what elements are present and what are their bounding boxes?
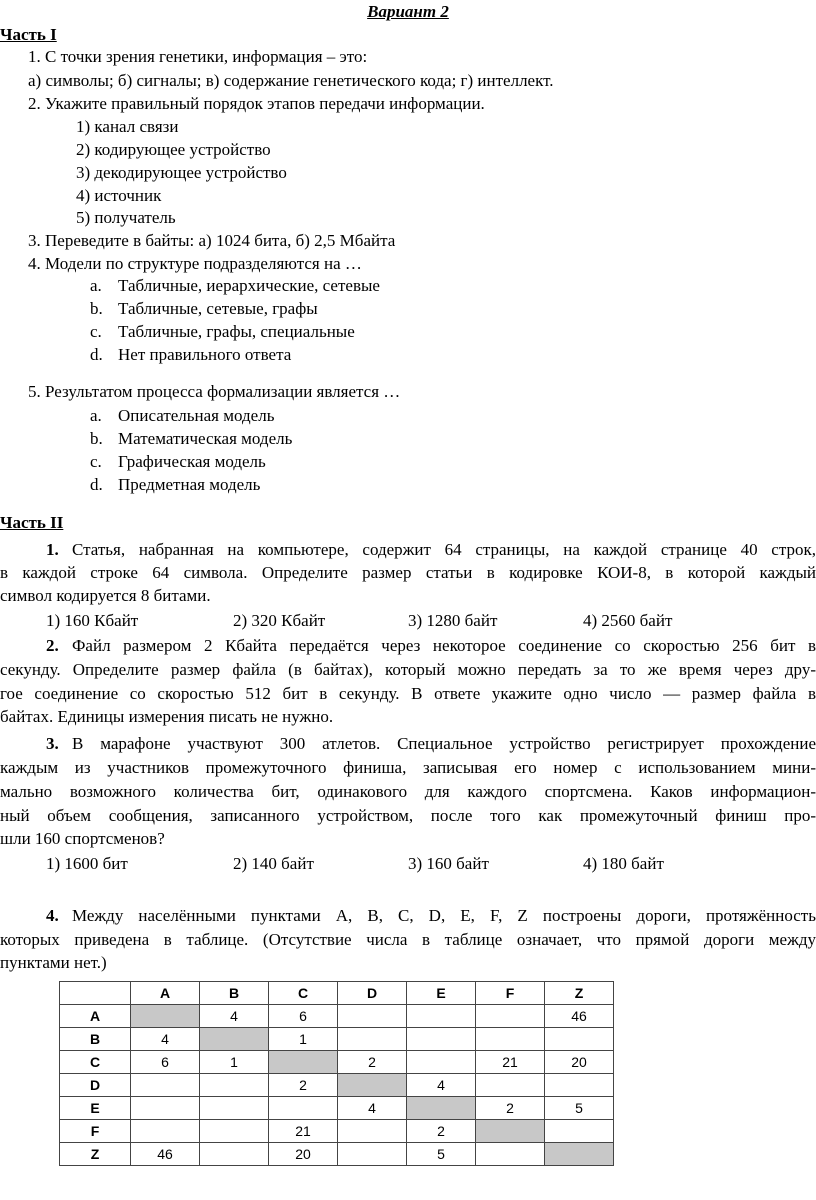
p2-q3-answer: 3) 160 байт (408, 854, 489, 873)
table-cell (338, 1028, 407, 1051)
p2-q2-number (46, 635, 59, 657)
table-cell: 4 (200, 1005, 269, 1028)
q4-letter: c. (90, 322, 102, 341)
column-header: E (407, 982, 476, 1005)
table-cell-diagonal (269, 1051, 338, 1074)
table-cell (131, 1074, 200, 1097)
p2-q1-number (46, 539, 59, 561)
p2-q1-num: 1. (46, 540, 59, 559)
table-cell (407, 1028, 476, 1051)
q4-option: Табличные, графы, специальные (118, 322, 355, 341)
table-cell: 1 (269, 1028, 338, 1051)
q5-letter: b. (90, 429, 103, 448)
p2-q3-answer: 2) 140 байт (233, 854, 314, 873)
p2-q3-line: шли 160 спортсменов? (0, 829, 165, 848)
table-cell (476, 1005, 545, 1028)
row-header: D (60, 1074, 131, 1097)
table-cell (200, 1143, 269, 1166)
p2-q3-line: ный объем сообщения, записанного устройством, после того как промежуточный финиш про- (0, 806, 816, 825)
table-row (60, 1097, 614, 1120)
q2-item: 3) декодирующее устройство (76, 163, 287, 182)
part2-heading: Часть II (0, 513, 64, 532)
table-cell: 46 (131, 1143, 200, 1166)
table-cell (131, 1097, 200, 1120)
column-header: C (269, 982, 338, 1005)
p2-q2-num: 2. (46, 636, 59, 655)
p2-q1-answer: 3) 1280 байт (408, 611, 498, 630)
table-cell (269, 1097, 338, 1120)
q5-option: Предметная модель (118, 475, 261, 494)
q4-option: Нет правильного ответа (118, 345, 292, 364)
table-cell: 4 (338, 1097, 407, 1120)
table-cell: 2 (476, 1097, 545, 1120)
p2-q3-line: В марафоне участвуют 300 атлетов. Специальное устройство регистрирует прохождение (72, 734, 816, 753)
table-row (60, 1051, 614, 1074)
q2-item: 4) источник (76, 186, 162, 205)
table-cell (338, 1120, 407, 1143)
p2-q4-line: Между населёнными пунктами A, B, C, D, E, F, Z построены дороги, протяжённость (72, 906, 816, 925)
q4-text: 4. Модели по структуре подразделяются на … (28, 254, 362, 273)
table-cell: 20 (269, 1143, 338, 1166)
part1-heading: Часть I (0, 25, 57, 44)
row-header: E (60, 1097, 131, 1120)
table-cell: 21 (476, 1051, 545, 1074)
q4-option: Табличные, иерархические, сетевые (118, 276, 380, 295)
table-cell-diagonal (131, 1005, 200, 1028)
p2-q1-answer: 2) 320 Кбайт (233, 611, 326, 630)
table-cell (476, 1028, 545, 1051)
p2-q2-line: гое соединение со скоростью 512 бит в секунду. В ответе укажите одно число — размер файла в (0, 684, 816, 703)
variant-title: Вариант 2 (367, 2, 449, 21)
q4-letter: a. (90, 276, 102, 295)
q4-letter: d. (90, 345, 103, 364)
p2-q4-line: которых приведена в таблице. (Отсутствие числа в таблице означает, что прямой дороги между (0, 930, 816, 949)
row-header: F (60, 1120, 131, 1143)
table-cell-diagonal (476, 1120, 545, 1143)
table-cell (407, 1051, 476, 1074)
table-row (60, 1028, 614, 1051)
q2-item: 1) канал связи (76, 117, 179, 136)
p2-q1-answer: 1) 160 Кбайт (46, 611, 139, 630)
p2-q1-line: символ кодируется 8 битами. (0, 586, 211, 605)
table-row (60, 1005, 614, 1028)
q4-letter: b. (90, 299, 103, 318)
p2-q3-num: 3. (46, 734, 59, 753)
p2-q1-line: в каждой строке 64 символа. Определите размер статьи в кодировке КОИ-8, в которой каждый (0, 563, 816, 582)
table-row (60, 1120, 614, 1143)
table-cell: 6 (269, 1005, 338, 1028)
p2-q4-number (46, 905, 59, 927)
table-cell: 4 (131, 1028, 200, 1051)
table-cell-diagonal (338, 1074, 407, 1097)
table-cell (200, 1120, 269, 1143)
p2-q4-line: пунктами нет.) (0, 953, 107, 972)
table-cell: 6 (131, 1051, 200, 1074)
column-header: F (476, 982, 545, 1005)
q5-letter: c. (90, 452, 102, 471)
table-cell: 2 (407, 1120, 476, 1143)
q2-text: 2. Укажите правильный порядок этапов передачи информации. (28, 94, 485, 113)
q5-letter: a. (90, 406, 102, 425)
q1-options: а) символы; б) сигналы; в) содержание генетического кода; г) интеллект. (28, 71, 554, 90)
q2-item: 5) получатель (76, 208, 176, 227)
row-header: Z (60, 1143, 131, 1166)
distance-table (59, 981, 614, 1166)
column-header: B (200, 982, 269, 1005)
p2-q4-num: 4. (46, 906, 59, 925)
q1-text: 1. С точки зрения генетики, информация – это: (28, 47, 368, 66)
table-row (60, 1074, 614, 1097)
table-cell: 2 (338, 1051, 407, 1074)
p2-q2-line: Файл размером 2 Кбайта передаётся через некоторое соединение со скоростью 256 бит в (72, 636, 816, 655)
table-row (60, 1143, 614, 1166)
column-header: Z (545, 982, 614, 1005)
table-cell: 5 (407, 1143, 476, 1166)
row-header: B (60, 1028, 131, 1051)
p2-q2-line: байтах. Единицы измерения писать не нужно. (0, 707, 334, 726)
table-cell: 5 (545, 1097, 614, 1120)
table-cell (200, 1097, 269, 1120)
table-cell-diagonal (545, 1143, 614, 1166)
p2-q3-answer: 1) 1600 бит (46, 854, 128, 873)
column-header: D (338, 982, 407, 1005)
p2-q3-answer: 4) 180 байт (583, 854, 664, 873)
table-cell (407, 1005, 476, 1028)
row-header: A (60, 1005, 131, 1028)
table-cell: 4 (407, 1074, 476, 1097)
table-corner (60, 982, 131, 1005)
p2-q1-answer: 4) 2560 байт (583, 611, 673, 630)
table-cell: 46 (545, 1005, 614, 1028)
table-cell: 1 (200, 1051, 269, 1074)
table-cell (131, 1120, 200, 1143)
table-cell (338, 1005, 407, 1028)
p2-q2-line: секунду. Определите размер файла (в байтах), который можно передать за то же время через дру- (0, 660, 816, 679)
q5-option: Графическая модель (118, 452, 266, 471)
row-header: C (60, 1051, 131, 1074)
table-cell (545, 1120, 614, 1143)
table-cell (200, 1074, 269, 1097)
table-cell-diagonal (407, 1097, 476, 1120)
p2-q3-line: каждым из участников промежуточного финиша, записывая его номер с использованием мини- (0, 758, 816, 777)
table-header-row (60, 982, 614, 1005)
table-cell (545, 1028, 614, 1051)
table-cell: 20 (545, 1051, 614, 1074)
q2-item: 2) кодирующее устройство (76, 140, 271, 159)
table-cell: 2 (269, 1074, 338, 1097)
q4-option: Табличные, сетевые, графы (118, 299, 318, 318)
p2-q1-line: Статья, набранная на компьютере, содержит 64 страницы, на каждой странице 40 строк, (72, 540, 816, 559)
table-cell (476, 1143, 545, 1166)
p2-q3-number (46, 733, 59, 755)
p2-q3-line: мально возможного количества бит, одинакового для каждого спортсмена. Каков информацион- (0, 782, 816, 801)
q5-text: 5. Результатом процесса формализации является … (28, 382, 401, 401)
table-cell-diagonal (200, 1028, 269, 1051)
q5-option: Математическая модель (118, 429, 293, 448)
table-cell (476, 1074, 545, 1097)
q3-text: 3. Переведите в байты: а) 1024 бита, б) 2,5 Мбайта (28, 231, 396, 250)
table-cell: 21 (269, 1120, 338, 1143)
q5-letter: d. (90, 475, 103, 494)
q5-option: Описательная модель (118, 406, 275, 425)
table-cell (545, 1074, 614, 1097)
table-cell (338, 1143, 407, 1166)
column-header: A (131, 982, 200, 1005)
